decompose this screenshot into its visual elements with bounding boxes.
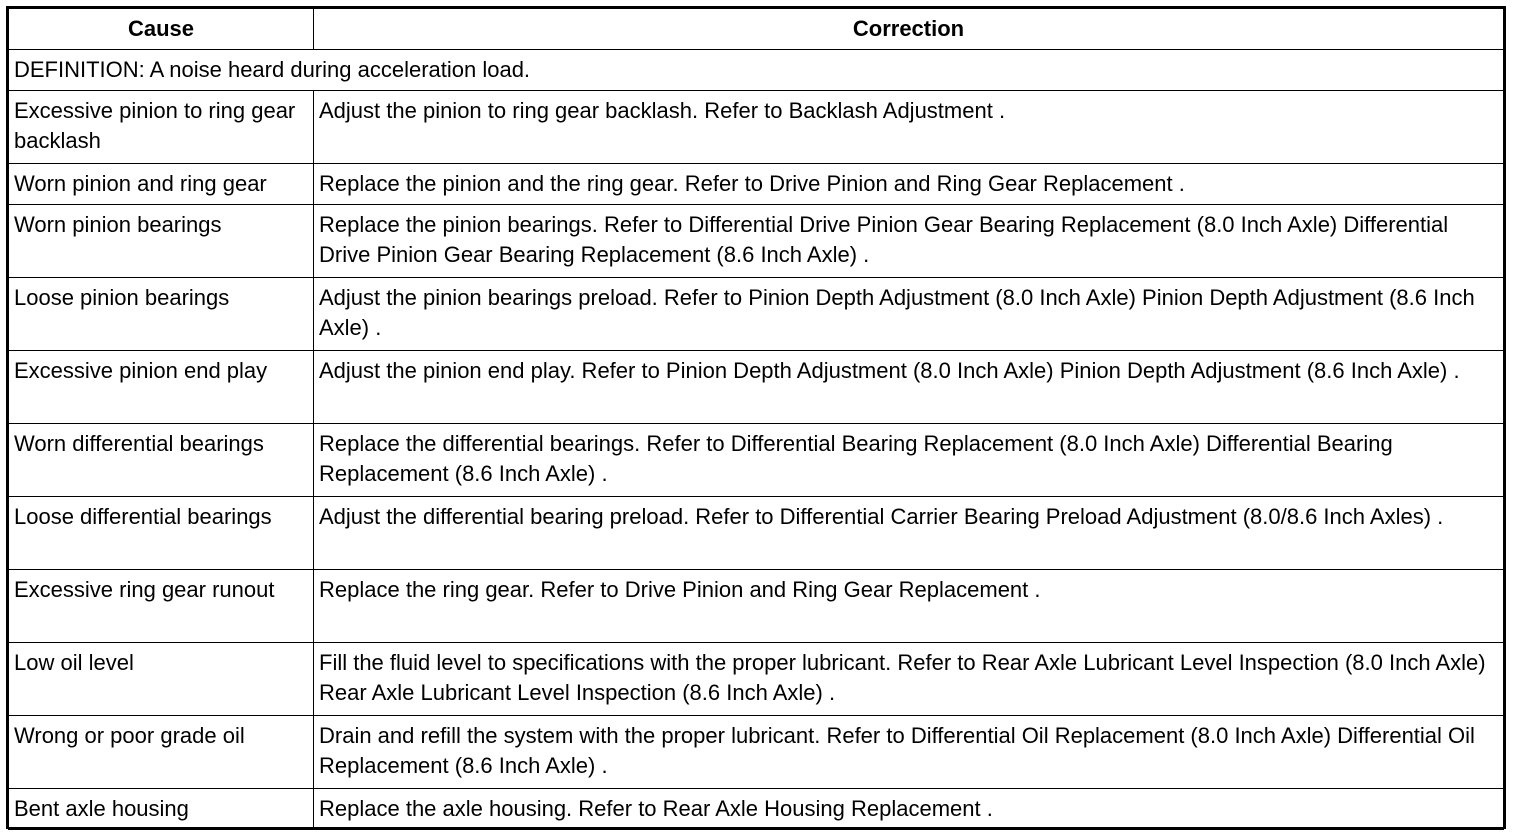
table-row	[9, 164, 1504, 205]
cause-cell: Wrong or poor grade oil	[9, 716, 314, 789]
correction-cell: Replace the ring gear. Refer to Drive Pinion and Ring Gear Replacement .	[314, 570, 1504, 643]
cause-cell: Worn pinion bearings	[9, 205, 314, 278]
cause-cell: Worn pinion and ring gear	[9, 164, 314, 205]
cause-cell: Loose differential bearings	[9, 497, 314, 570]
correction-cell: Adjust the differential bearing preload. Refer to Differential Carrier Bearing Preload Adjustment (8.0/8.6 Inch Axles) .	[314, 497, 1504, 570]
correction-cell: Drain and refill the system with the proper lubricant. Refer to Differential Oil Replacement (8.0 Inch Axle) Differential Oil Replacement (8.6 Inch Axle) .	[314, 716, 1504, 789]
table-row	[9, 278, 1504, 351]
table-row	[9, 497, 1504, 570]
correction-cell: Adjust the pinion bearings preload. Refer to Pinion Depth Adjustment (8.0 Inch Axle) Pinion Depth Adjustment (8.6 Inch Axle) .	[314, 278, 1504, 351]
correction-cell: Replace the pinion and the ring gear. Refer to Drive Pinion and Ring Gear Replacement .	[314, 164, 1504, 205]
correction-cell: Replace the pinion bearings. Refer to Differential Drive Pinion Gear Bearing Replacement (8.0 Inch Axle) Differential Drive Pinion Gear Bearing Replacement (8.6 Inch Axle) .	[314, 205, 1504, 278]
cause-header: Cause	[9, 9, 314, 50]
cause-cell: Low oil level	[9, 643, 314, 716]
header-row	[9, 9, 1504, 50]
table-row	[9, 570, 1504, 643]
cause-cell: Loose pinion bearings	[9, 278, 314, 351]
diagnostic-table-frame	[6, 6, 1506, 829]
table-row	[9, 205, 1504, 278]
table-row	[9, 643, 1504, 716]
correction-header: Correction	[314, 9, 1504, 50]
correction-cell: Adjust the pinion to ring gear backlash. Refer to Backlash Adjustment .	[314, 91, 1504, 164]
table-row	[9, 716, 1504, 789]
cause-cell: Excessive ring gear runout	[9, 570, 314, 643]
table-row	[9, 424, 1504, 497]
correction-cell: Replace the differential bearings. Refer to Differential Bearing Replacement (8.0 Inch Axle) Differential Bearing Replacement (8.6 Inch Axle) .	[314, 424, 1504, 497]
correction-cell: Fill the fluid level to specifications with the proper lubricant. Refer to Rear Axle Lubricant Level Inspection (8.0 Inch Axle) Rear Axle Lubricant Level Inspection (8.6 Inch Axle) .	[314, 643, 1504, 716]
table-row	[9, 91, 1504, 164]
correction-cell: Adjust the pinion end play. Refer to Pinion Depth Adjustment (8.0 Inch Axle) Pinion Depth Adjustment (8.6 Inch Axle) .	[314, 351, 1504, 424]
diagnostic-table	[8, 8, 1504, 830]
cause-cell: Bent axle housing	[9, 789, 314, 830]
cause-cell: Excessive pinion to ring gear backlash	[9, 91, 314, 164]
table-row	[9, 789, 1504, 830]
table-row	[9, 351, 1504, 424]
definition-row	[9, 50, 1504, 91]
cause-cell: Excessive pinion end play	[9, 351, 314, 424]
correction-cell: Replace the axle housing. Refer to Rear Axle Housing Replacement .	[314, 789, 1504, 830]
definition-text: DEFINITION: A noise heard during acceleration load.	[9, 50, 1504, 91]
cause-cell: Worn differential bearings	[9, 424, 314, 497]
